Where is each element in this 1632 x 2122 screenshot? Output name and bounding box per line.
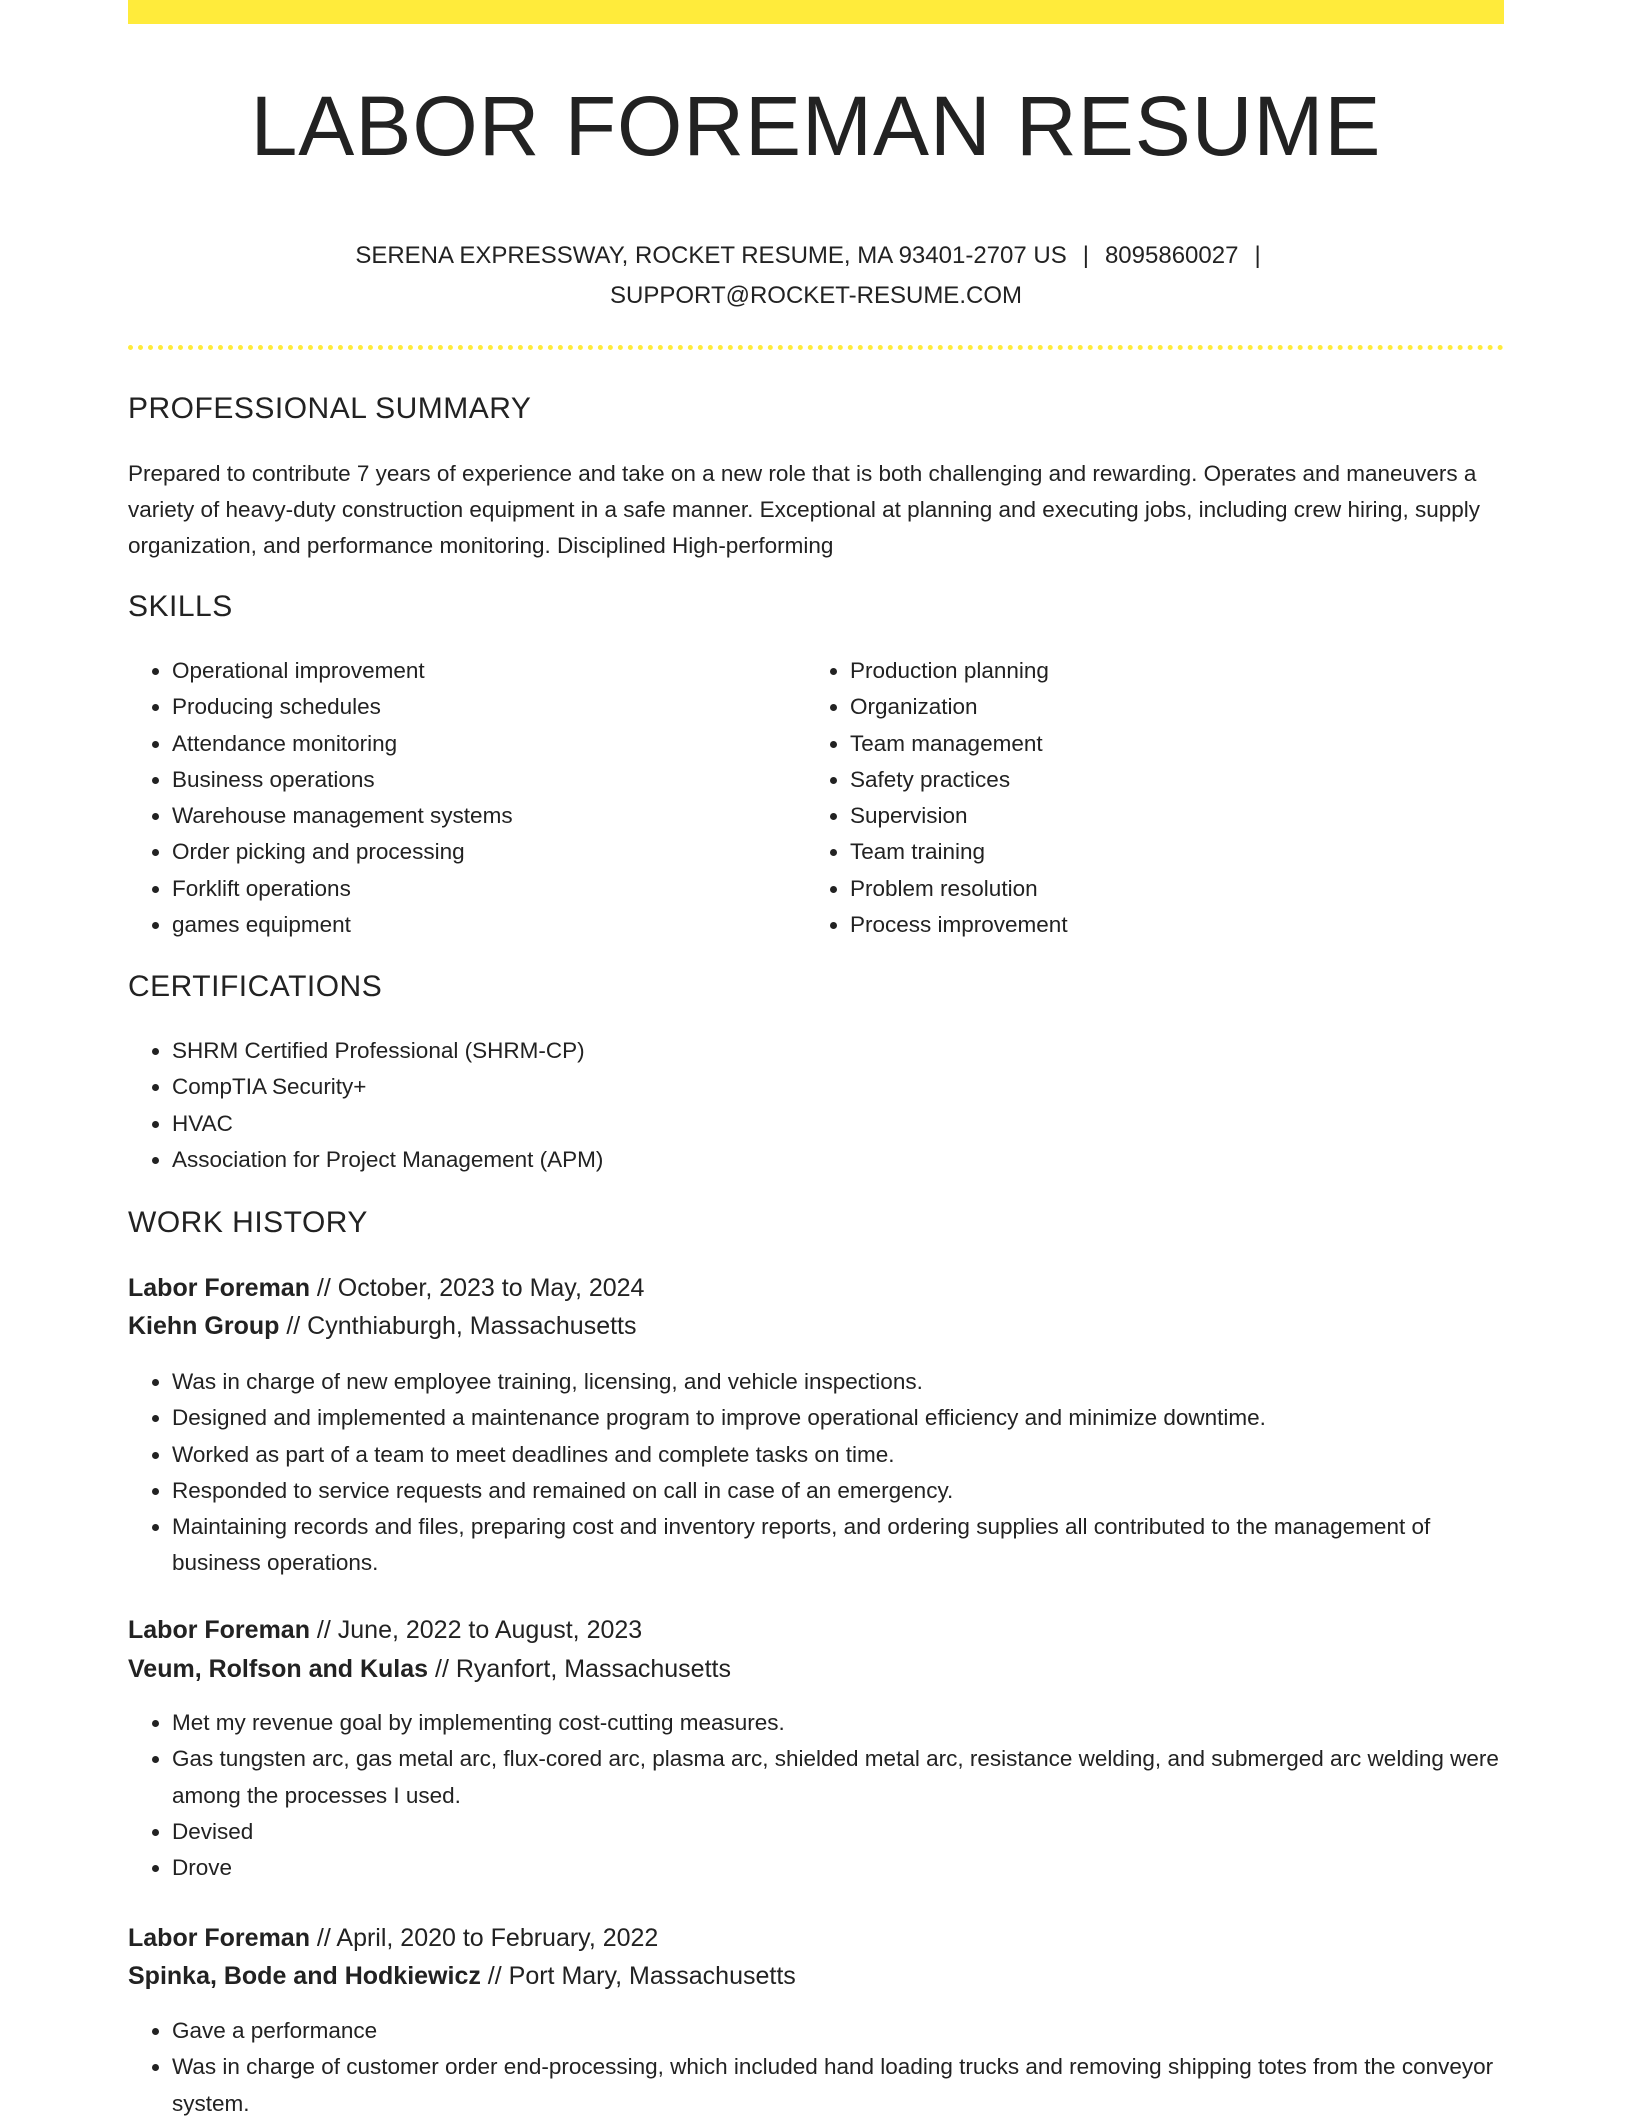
- certifications-heading: CERTIFICATIONS: [128, 970, 383, 1003]
- job-bullet: • Gave a performance: [172, 2013, 1504, 2049]
- job-bullet: • Gas tungsten arc, gas metal arc, flux-cored arc, plasma arc, shielded metal arc, resistance welding, and submerged arc welding were among the processes I used.: [172, 1741, 1504, 1814]
- skill-item: • Organization: [850, 689, 1486, 725]
- skill-item: • Producing schedules: [172, 689, 808, 725]
- job-dates: // June, 2022 to August, 2023: [309, 1616, 643, 1644]
- contact-email[interactable]: SUPPORT@ROCKET-RESUME.COM: [610, 282, 1022, 309]
- certification-item: • HVAC: [172, 1106, 1504, 1142]
- certification-item: • Association for Project Management (APM): [172, 1142, 1504, 1178]
- skill-item: • games equipment: [172, 907, 808, 943]
- contact-separator: |: [1254, 242, 1261, 269]
- accent-top-bar: [128, 0, 1504, 24]
- skill-item: • Team training: [850, 834, 1486, 870]
- work-history-heading: WORK HISTORY: [128, 1206, 368, 1239]
- job-dates: // October, 2023 to May, 2024: [309, 1274, 645, 1302]
- certification-item: • CompTIA Security+: [172, 1069, 1504, 1105]
- job-title: Labor Foreman: [128, 1924, 310, 1952]
- contact-info: [128, 236, 1504, 316]
- job-bullet: • Drove: [172, 1850, 1504, 1886]
- job-company: Veum, Rolfson and Kulas: [128, 1655, 429, 1683]
- job-company-line: [128, 1312, 1504, 1341]
- certifications-list: [128, 1033, 1504, 1178]
- job-bullet: • Was in charge of customer order end-processing, which included hand loading trucks and removing shipping totes from the conveyor system.: [172, 2049, 1504, 2122]
- job-company: Spinka, Bode and Hodkiewicz: [128, 1962, 481, 1990]
- skill-item: • Forklift operations: [172, 871, 808, 907]
- job-title: Labor Foreman: [128, 1616, 310, 1644]
- resume-title: LABOR FOREMAN RESUME: [250, 79, 1382, 173]
- job-bullet: • Worked as part of a team to meet deadlines and complete tasks on time.: [172, 1437, 1504, 1473]
- job-title-line: [128, 1274, 1504, 1303]
- job-bullet: • Devised: [172, 1814, 1504, 1850]
- skill-item: • Process improvement: [850, 907, 1486, 943]
- job-bullets: [128, 1705, 1504, 1886]
- skill-item: • Team management: [850, 726, 1486, 762]
- job-title-line: [128, 1616, 1504, 1645]
- job-company-line: [128, 1962, 1504, 1991]
- job-location: // Cynthiaburgh, Massachusetts: [279, 1312, 637, 1340]
- skills-heading: SKILLS: [128, 590, 233, 623]
- skill-item: • Problem resolution: [850, 871, 1486, 907]
- skill-item: • Operational improvement: [172, 653, 808, 689]
- skills-left-column: [128, 653, 808, 943]
- certification-item: • SHRM Certified Professional (SHRM-CP): [172, 1033, 1504, 1069]
- job-location: // Ryanfort, Massachusetts: [428, 1655, 731, 1683]
- summary-text: Prepared to contribute 7 years of experience and take on a new role that is both challenging and rewarding. Operates and maneuvers a variety of heavy-duty construction equipment in a safe manner. Exceptional at planning and executing jobs, including crew hiring, supply organization, and performance monitoring. Disciplined High-performing: [128, 461, 1481, 558]
- contact-address: SERENA EXPRESSWAY, ROCKET RESUME, MA 93401-2707 US: [355, 242, 1067, 269]
- skill-item: • Attendance monitoring: [172, 726, 808, 762]
- job-dates: // April, 2020 to February, 2022: [309, 1924, 659, 1952]
- summary-heading: PROFESSIONAL SUMMARY: [128, 392, 532, 425]
- job-bullet: • Responded to service requests and remained on call in case of an emergency.: [172, 1473, 1504, 1509]
- job-title-line: [128, 1924, 1504, 1953]
- skill-item: • Warehouse management systems: [172, 798, 808, 834]
- job-bullet: • Was in charge of new employee training, licensing, and vehicle inspections.: [172, 1364, 1504, 1400]
- job-company: Kiehn Group: [128, 1312, 280, 1340]
- contact-separator: |: [1082, 242, 1089, 269]
- job-company-line: [128, 1655, 1504, 1684]
- skill-item: • Production planning: [850, 653, 1486, 689]
- job-bullet: • Designed and implemented a maintenance program to improve operational efficiency and minimize downtime.: [172, 1400, 1504, 1436]
- job-bullets: [128, 2013, 1504, 2122]
- job-bullet: • Maintaining records and files, preparing cost and inventory reports, and ordering supplies all contributed to the management of business operations.: [172, 1509, 1504, 1582]
- job-title: Labor Foreman: [128, 1274, 310, 1302]
- skill-item: • Supervision: [850, 798, 1486, 834]
- dotted-divider: [128, 345, 1504, 350]
- job-bullet: • Met my revenue goal by implementing cost-cutting measures.: [172, 1705, 1504, 1741]
- skill-item: • Order picking and processing: [172, 834, 808, 870]
- job-bullets: [128, 1364, 1504, 1582]
- contact-phone[interactable]: 8095860027: [1104, 242, 1239, 269]
- skill-item: • Safety practices: [850, 762, 1486, 798]
- job-location: // Port Mary, Massachusetts: [480, 1962, 796, 1990]
- skills-right-column: [806, 653, 1486, 943]
- skill-item: • Business operations: [172, 762, 808, 798]
